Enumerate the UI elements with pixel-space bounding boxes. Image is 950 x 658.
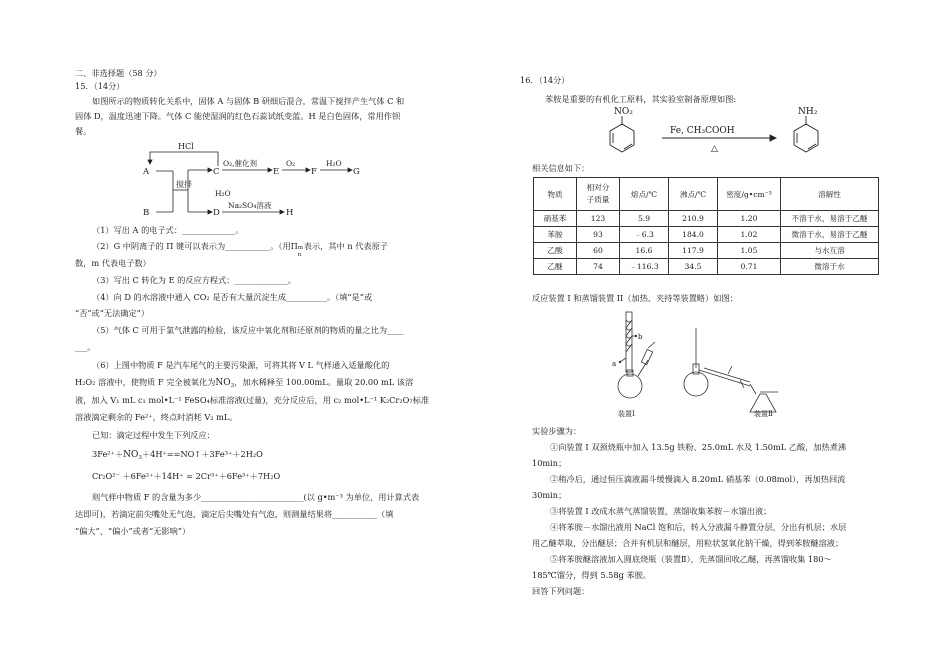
hcl-arrow — [150, 152, 218, 166]
node-a: A — [143, 167, 150, 177]
header-cell: 物质 — [534, 178, 577, 211]
left-column — [0, 0, 470, 658]
q16-header: 16．（14分） — [520, 75, 570, 85]
node-h: H — [286, 208, 294, 218]
no2-label: NO₂ — [614, 107, 633, 117]
label-stir: 搅拌 — [176, 180, 192, 189]
q15-part-5: （5）气体 C 可用于氯气泄露的检验，该反应中氧化剂和还原剂的物质的量之比为____ — [92, 325, 404, 335]
table-cell: 123 — [577, 211, 620, 227]
reagent-label: Fe, CH₃COOH — [670, 126, 735, 136]
label-h2o-fg: H₂O — [326, 159, 342, 168]
apparatus-figure — [600, 308, 820, 420]
eq1-text-a: 3Fe²⁺＋ — [92, 449, 124, 459]
node-b: B — [143, 208, 150, 218]
q15-header: 15．（14分） — [75, 81, 125, 91]
equation-1: $3Fe^{2+}+NO_3+4H^+==NO↑+3Fe^{3+}+2H_2O$ — [92, 449, 263, 461]
q15-part-5-cont: ___。 — [75, 342, 96, 352]
q15-part-6-f: 达即可)，若滴定前尖嘴处无气泡，滴定后尖嘴处有气泡，则测量结果将___________（填 — [75, 509, 394, 519]
table-cell: 乙酸 — [534, 243, 577, 259]
table-cell: ﹣6.3 — [620, 227, 669, 243]
steps-title: 实验步骤为： — [532, 426, 582, 436]
apparatus-1-label: 装置Ⅰ — [618, 410, 635, 418]
header-cell: 溶解性 — [781, 178, 879, 211]
q2-text-a: （2）G 中阴离子的 Π 键可以表示为___________。（用Π — [92, 241, 298, 251]
label-hcl: HCl — [178, 142, 194, 151]
q15-part-6-g: “偏大”、“偏小”或者“无影响”） — [75, 526, 191, 536]
q15-part-2-cont: 数，m 代表电子数） — [75, 258, 151, 268]
nh2-label: NH₂ — [798, 107, 818, 117]
table-cell: 1.02 — [718, 227, 781, 243]
node-f: F — [311, 167, 317, 177]
table-cell: 1.05 — [718, 243, 781, 259]
q15-part-3: （3）写出 C 转化为 E 的反应方程式：_____________。 — [92, 275, 296, 285]
label-a: a — [612, 360, 617, 368]
header-cell: 相对分 子质量 — [577, 178, 620, 211]
header-cell: 沸点/℃ — [669, 178, 718, 211]
table-cell: 16.6 — [620, 243, 669, 259]
q15-part-4-cont: “否”或“无法确定”） — [75, 308, 150, 318]
q15-part-6-b: H₂O₂ 溶液中，使物质 F 完全被氧化为$NO_3$，加水稀释至 100.00mL。量取 20.00 mL 该溶 — [75, 377, 414, 389]
q2-sub: n — [297, 252, 302, 258]
q15-part-2 — [92, 241, 388, 258]
header-cell: 熔点/℃ — [620, 178, 669, 211]
step-5-cont: 185℃馏分，得到 5.58g 苯胺。 — [532, 570, 651, 580]
step-3: ③将装置 I 改成水蒸气蒸馏装置，蒸馏收集苯胺－水馏出液； — [550, 506, 772, 516]
step-1-cont: 10min； — [532, 458, 567, 468]
q15-intro-line-2: 固体 D，温度迅速下降。气体 C 能使湿润的红色石蕊试纸变蓝。H 是白色固体，常用作钡 — [75, 111, 401, 121]
table-cell: 34.5 — [669, 259, 718, 275]
q15-intro-line-1: 如图所示的物质转化关系中，固体 A 与固体 B 研细后混合，常温下搅拌产生气体 C 和 — [92, 96, 405, 106]
step-4: ④将苯胺－水馏出液用 NaCl 饱和后，转入分液漏斗静置分层，分出有机层；水层 — [550, 522, 847, 532]
q15-part-6-e: 则气样中物质 F 的含量为多少_________________________(以 g•m⁻³ 为单位，用计算式表 — [92, 492, 420, 502]
eq1-ion: NO — [123, 450, 139, 460]
table-cell: 1.20 — [718, 211, 781, 227]
step-1: ①向装置 I 双颈烧瓶中加入 13.5g 铁粉、25.0mL 水及 1.50mL 乙酸，加热煮沸 — [550, 442, 847, 452]
right-column-lower — [470, 0, 950, 658]
info-title: 相关信息如下： — [532, 163, 590, 173]
section-title: 二、非选择题（58 分） — [75, 68, 162, 78]
q6b-ion: NO — [215, 378, 231, 388]
q6b-text-2: ，加水稀释至 100.00mL。量取 20.00 mL 该溶 — [234, 377, 414, 387]
node-e: E — [273, 167, 280, 177]
table-cell: 74 — [577, 259, 620, 275]
round-flask — [684, 372, 708, 396]
table-cell: 184.0 — [669, 227, 718, 243]
label-h2o-ad: H₂O — [215, 189, 231, 198]
label-b: b — [638, 333, 643, 341]
table-cell: 微溶于水 — [781, 259, 879, 275]
apparatus-2-label: 装置Ⅱ — [754, 410, 773, 418]
known-label: 已知：滴定过程中发生下列反应： — [92, 430, 215, 440]
node-d: D — [213, 208, 220, 218]
step-4-cont: 用乙醚萃取，分出醚层；合并有机层和醚层，用粒状氢氧化钠干燥，得到苯胺醚溶液； — [532, 538, 844, 548]
heat-label: △ — [711, 144, 718, 154]
table-cell: 5.9 — [620, 211, 669, 227]
answer-prompt: 回答下列问题： — [532, 586, 590, 596]
conversion-diagram — [140, 140, 370, 220]
table-cell: 乙醚 — [534, 259, 577, 275]
header-cell: 密度/g•cm⁻³ — [718, 178, 781, 211]
q16-intro: 苯胺是重要的有机化工原料，其实验室制备原理如图: — [545, 94, 737, 104]
equation-2: Cr₂O²⁻ ＋6Fe²⁺＋14H⁺ = 2Cr³⁺＋6Fe³⁺＋7H₂O — [92, 471, 281, 481]
two-neck-flask — [618, 374, 642, 398]
step-5: ⑤将苯胺醚溶液加入圆底烧瓶（装置Ⅱ），先蒸馏回收乙醚，再蒸馏收集 180～ — [550, 554, 832, 564]
node-c: C — [213, 167, 220, 177]
table-cell: 117.9 — [669, 243, 718, 259]
q15-part-1: （1）写出 A 的电子式：_____________。 — [92, 225, 244, 235]
q15-part-6-d: 溶液滴定剩余的 Fe²⁺，终点时消耗 V₂ mL。 — [75, 412, 238, 422]
table-cell: ﹣116.3 — [620, 259, 669, 275]
label-o2-catalyst: O₂,催化剂 — [223, 159, 258, 168]
q15-intro-line-3: 餐。 — [75, 126, 92, 136]
table-cell: 微溶于水，易溶于乙醚 — [781, 227, 879, 243]
label-na2so4: Na₂SO₄溶液 — [228, 201, 272, 210]
eq1-text-b: ＋4H⁺==NO↑＋3Fe³⁺＋2H₂O — [141, 449, 263, 459]
table-cell: 60 — [577, 243, 620, 259]
table-cell: 不溶于水，易溶于乙醚 — [781, 211, 879, 227]
q15-part-4: （4）向 D 的水溶液中通入 CO₂ 是否有大量沉淀生成__________。（填“是”或 — [92, 292, 373, 302]
apparatus-description: 反应装置 I 和蒸馏装置 II（加热、夹持等装置略）如图： — [532, 293, 738, 303]
table-cell: 210.9 — [669, 211, 718, 227]
label-o2: O₂ — [286, 159, 296, 168]
q15-part-6: （6）上图中物质 F 是汽车尾气的主要污染源，可将其将 V L 气样通入适量酸化的 — [92, 360, 390, 370]
q2-sup: m — [297, 245, 304, 251]
q6b-text-1: H₂O₂ 溶液中，使物质 F 完全被氧化为 — [75, 377, 216, 387]
q2-text-b: 表示，其中 n 代表原子 — [303, 241, 388, 251]
table-cell: 93 — [577, 227, 620, 243]
node-g: G — [353, 167, 360, 177]
step-2: ②稍冷后，通过恒压滴液漏斗缓慢滴入 8.20mL 硝基苯（0.08mol），再加热回流 — [550, 474, 846, 484]
step-2-cont: 30min； — [532, 490, 567, 500]
q15-part-6-c: 液，加入 V₁ mL c₁ mol•L⁻¹ FeSO₄标准溶液(过量)，充分反应后，用 c₂ mol•L⁻¹ K₂Cr₂O₇标准 — [75, 395, 429, 405]
table-cell: 苯胺 — [534, 227, 577, 243]
table-cell: 0.71 — [718, 259, 781, 275]
table-cell: 与水互溶 — [781, 243, 879, 259]
table-cell: 硝基苯 — [534, 211, 577, 227]
